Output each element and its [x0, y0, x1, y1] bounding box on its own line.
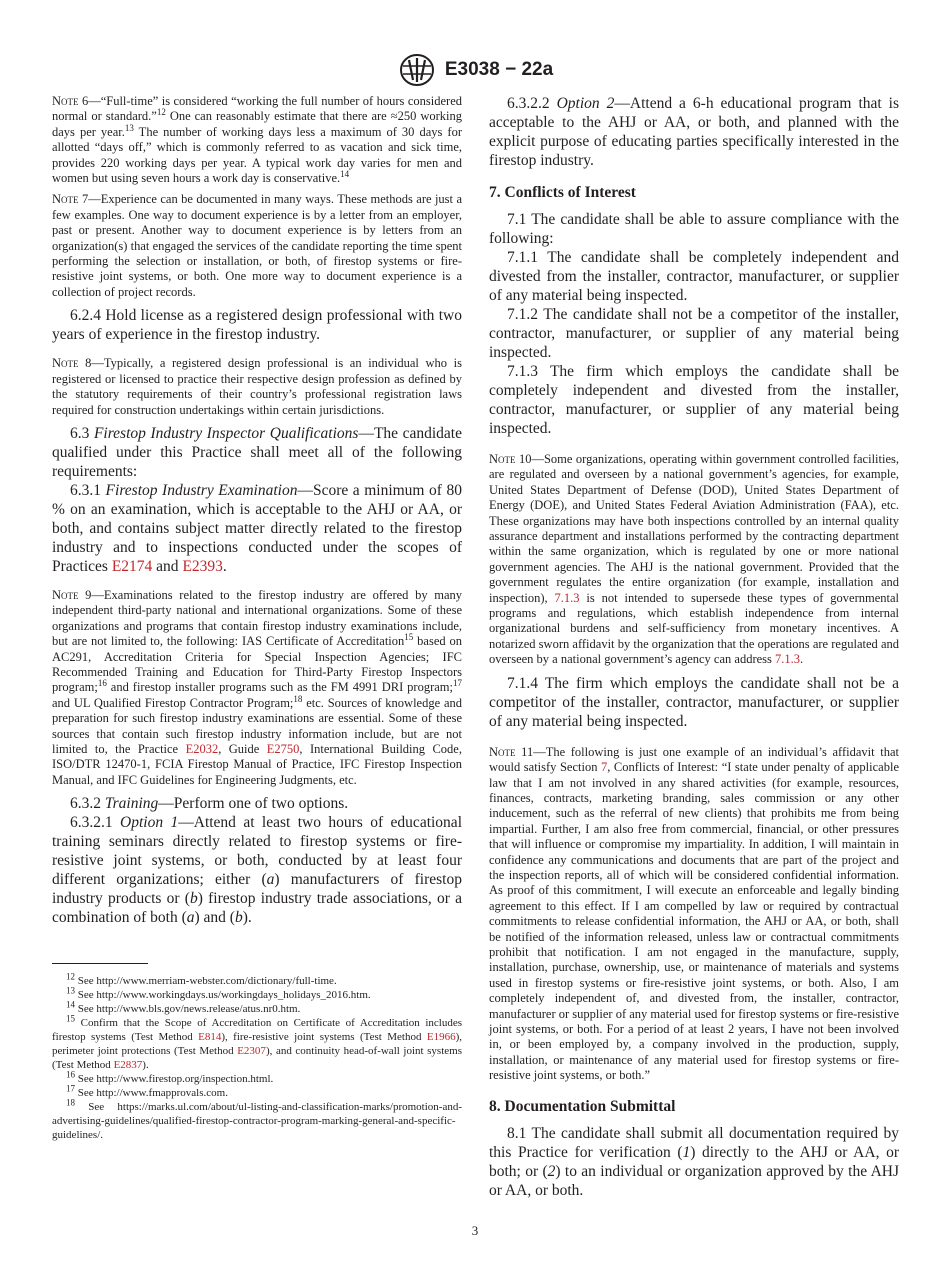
note-label: Note 9	[52, 587, 92, 602]
footnote-12: $^{12}$ See http://www.merriam-webster.com/dictionary/full-time.	[66, 971, 337, 988]
section-6-3-2: 6.3.2 Training—Perform one of two options.	[70, 795, 349, 813]
page-header	[0, 52, 950, 88]
section-6-3-2-2: 6.3.2.2 Option 2—Attend a 6-h educational program that is acceptable to the AHJ or AA, or both, and planned with the explicit purpose of educating parties specifically interested in the firestop industry.	[489, 95, 899, 169]
section-7-1: 7.1 The candidate shall be able to assure compliance with the following:	[489, 211, 899, 247]
astm-logo-icon	[397, 52, 437, 88]
link-e2393[interactable]: E2393	[182, 557, 223, 575]
section-7-1-1: 7.1.1 The candidate shall be completely independent and divested from the installer, contractor, manufacturer, or supplier of any material being inspected.	[489, 249, 899, 304]
page-number: 3	[471, 1223, 479, 1238]
footnote-18: $^{18}$ See https://marks.ul.com/about/ul-listing-and-classification-marks/promotion-and-advertising-guidelines/qualified-firestop-contractor-program-marking-general-and-specific-guidelines/.	[52, 1097, 462, 1142]
heading-conflicts-of-interest: 7. Conflicts of Interest	[489, 184, 636, 201]
note-10: Note 10—Some organizations, operating within government controlled facilities, are regulated and overseen by a national government’s agencies, for example, United States Department of Defense (DOD), United States Department of Energy (DOE), and United States Federal Aviation Administration (FAA), etc. These organizations may have both inspections controlled by an internal quality assurance department and installations performed by the contracting department within the same organization, which is regulated by one or more national government agencies. The AHJ is the national government. Provided that the government regulates the entire organization (for example, installation and inspection), 7.1.3 is not intended to supersede these types of governmental programs and regulations, which establish independence from internal organizational burdens and self-sufficiency from monetary incentives. A notarized sworn affidavit by the organization that the operations are regulated and overseen by a national government’s agency can address 7.1.3.	[489, 452, 899, 667]
note-6: Note 6—“Full-time” is considered “working the full number of hours considered normal or standard.”$^{12}$ One can reasonably estimate that there are ≈250 working days per year.$^{13}$ The number of working days less a maximum of 30 days for allotted “days off,” which is commonly referred to as vacation and sick time, provides 220 working days per year. A typical work day varies for men and women but using seven hours a work day is conservative.$^{14}$	[52, 94, 462, 186]
footnote-15: $^{15}$ Confirm that the Scope of Accreditation on Certificate of Accreditation includes firestop systems (Test Method E814), fire-resistive joint systems (Test Method E1966), perimeter joint protections (Test Method E2307), and continuity head-of-wall joint systems (Test Method E2837).	[52, 1013, 463, 1072]
footnote-17: $^{17}$ See http://www.fmapprovals.com.	[66, 1083, 228, 1100]
footnote-16: $^{16}$ See http://www.firestop.org/inspection.html.	[66, 1069, 274, 1086]
link-e1966[interactable]: E1966	[426, 1031, 456, 1044]
link-e2750[interactable]: E2750	[266, 741, 300, 756]
note-9: Note 9—Examinations related to the firestop industry are offered by many independent third-party national and international organizations. Some of these organizations and programs that contain firestop industry examinations include, but are not limited to, the following: IAS Certificate of Accreditation$^{15}$ based on AC291, Accreditation Criteria for Special Inspection Agencies; IFC Recommended Training and Education for Third-Party Firestop Inspectors program;$^{16}$ and firestop installer programs such as the FM 4991 DRI program;$^{17}$ and UL Qualified Firestop Contractor Program;$^{18}$ etc. Sources of knowledge and preparation for such firestop industry examinations are essential. Some of these sources that contain such firestop industry information include, but are not limited to, the Practice E2032, Guide E2750, International Building Code, ISO/DTR 12470-1, FCIA Firestop Manual of Practice, IFC Firestop Inspection Manual, and IFC Guidelines for Engineering Judgments, etc.	[52, 587, 463, 787]
footnote-divider	[52, 963, 148, 964]
link-e2032[interactable]: E2032	[185, 741, 219, 756]
heading-documentation-submittal: 8. Documentation Submittal	[489, 1097, 676, 1115]
note-label: Note 8	[52, 356, 92, 371]
section-6-3-2-1: 6.3.2.1 Option 1—Attend at least two hours of educational training seminars directly related to firestop systems or fire-resistive joint systems, or both, conducted by at least four different organizations; either (a) manufacturers of firestop industry products or (b) firestop industry trade associations, or a combination of both (a) and (b).	[52, 814, 462, 927]
section-7-1-4: 7.1.4 The firm which employs the candidate shall not be a competitor of the installer, contractor, manufacturer, or supplier of any material being inspected.	[489, 674, 899, 730]
link-e814[interactable]: E814	[198, 1031, 222, 1044]
link-e2307[interactable]: E2307	[237, 1045, 266, 1058]
note-8: Note 8—Typically, a registered design professional is an individual who is registered or licensed to practice their respective design profession as defined by the statutory requirements of their country’s professional registration laws required for construction undertakings within certain jurisdictions.	[52, 356, 462, 417]
note-label: Note 10	[489, 452, 532, 466]
note-7: Note 7—Experience can be documented in many ways. These methods are just a few examples. One way to document experience is by a letter from an employer, past or present. Another way to document experience is by letters from an organization(s) that engaged the services of the candidate reporting the time spent performing the selection or installation, or both, of firestop systems or fire-resistive joint systems, or both. One more way to document experience is a collection of project records.	[52, 192, 462, 299]
note-label: Note 7	[52, 192, 89, 207]
section-7-1-3: 7.1.3 The firm which employs the candidate shall be completely independent and divested from the installer, contractor, manufacturer, or supplier of any material being inspected.	[489, 363, 899, 437]
section-6-3-1: 6.3.1 Firestop Industry Examination—Score a minimum of 80 % on an examination, which is acceptable to the AHJ or AA, or both, and contains subject matter directly related to the firestop industry and to inspections conducted under the scopes of Practices E2174 and E2393.	[52, 481, 462, 575]
footnote-14: $^{14}$ See http://www.bls.gov/news.release/atus.nr0.htm.	[66, 999, 301, 1016]
section-6-3: 6.3 Firestop Industry Inspector Qualifications—The candidate qualified under this Practice shall meet all of the following requirements:	[52, 424, 462, 480]
link-7-1-3[interactable]: 7.1.3	[554, 590, 580, 605]
note-label: Note 6	[52, 94, 89, 108]
section-6-2-4: 6.2.4 Hold license as a registered design professional with two years of experience in the firestop industry.	[52, 307, 462, 344]
note-label: Note 11	[489, 744, 534, 759]
document-id: E3038 − 22a	[444, 59, 554, 80]
link-e2174[interactable]: E2174	[111, 557, 153, 575]
link-section-7[interactable]: 7	[600, 760, 608, 775]
left-column	[52, 94, 462, 1142]
section-8-1: 8.1 The candidate shall submit all documentation required by this Practice for verification (1) directly to the AHJ or AA, or both; or (2) to an individual or organization approved by the AHJ or AA, or both.	[489, 1124, 899, 1199]
link-e2837[interactable]: E2837	[113, 1059, 143, 1072]
footnote-13: $^{13}$ See http://www.workingdays.us/workingdays_holidays_2016.htm.	[66, 985, 371, 1002]
right-column	[489, 94, 899, 1200]
link-7-1-3[interactable]: 7.1.3	[775, 652, 801, 667]
section-7-1-2: 7.1.2 The candidate shall not be a competitor of the installer, contractor, manufacturer, or supplier of any material being inspected.	[489, 306, 899, 361]
note-11: Note 11—The following is just one example of an individual’s affidavit that would satisfy Section 7, Conflicts of Interest: “I state under penalty of applicable law that I am not involved in any shared activities (for example, resources, finances, contracts, marketing branding, sales commission or any other inducement, such as the referral of new clients) that prohibits me from being impartial. Further, I am also free from commercial, financial, or other pressures that will influence or compromise my impartiality. In addition, I will maintain in confidence any communications and documents that are part of the project and the inspection reports, all of which will be considered confidential information. As proof of this commitment, I will execute an enforceable and legally binding agreement to this effect. If I am compelled by law or required by contractual commitments to release confidential information, the AHJ or AA, or both, shall be notified of the information released, unless law or contractual commitments prohibit that notification. I am not engaged in the manufacture, supply, installation, purchase, ownership, use, or maintenance of materials and systems used in firestop systems or fire-resistive joint systems, or both. Also, I am completely independent of, and divested from, the installer, contractor, manufacturer or supplier of any material used for firestop systems or fire-resistive joint systems, or both. For a period of at least 2 years, I have not been involved in, or been employed by, a company involved in the production, supply, installation, or maintenance of any material used for firestop systems or fire-resistive joint systems, or both.”	[489, 744, 899, 1083]
